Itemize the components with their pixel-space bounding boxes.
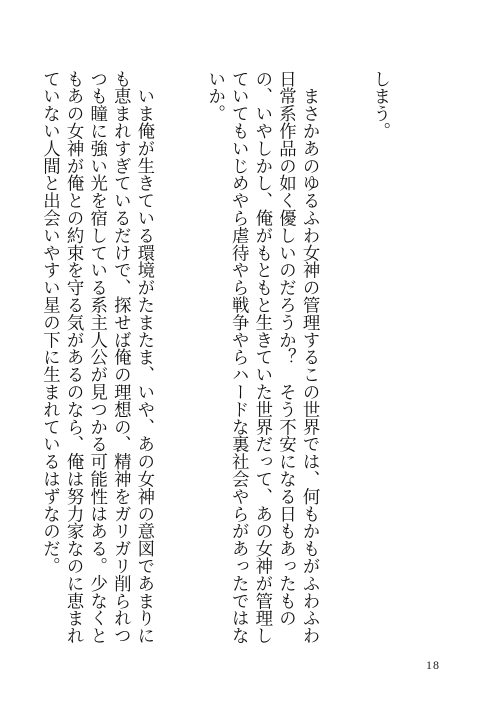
paragraph-3: いま俺が生きている環境がたまたま、いや、あの女神の意図であまりにも恵まれすぎているだけで、探せば俺の理想の、精神をガリガリ削られつつも瞳に強い光を宿している系主人公が見つかる可能性はある。少なくともあの女神が俺との約束を守る気があるのなら、俺は努力家なのに恵まれていない人間と出会いやすい星の下に生まれているはずなのだ。	[39, 70, 154, 645]
paragraph-2: まさかあのゆるふわ女神の管理するこの世界では、何もかもがふわふわ日常系作品の如く優しいのだろうか？ そう不安になる日もあったものの、いやしかし、俺がもともと生きていた世界だって、あの女神が管理していてもいじめやら虐待やら戦争やらハードな裏社会やらがあったではないか。	[204, 70, 320, 645]
vertical-text-body	[0, 70, 438, 645]
page-number: 18	[426, 658, 440, 672]
paragraph-1: しまう。	[369, 70, 390, 140]
